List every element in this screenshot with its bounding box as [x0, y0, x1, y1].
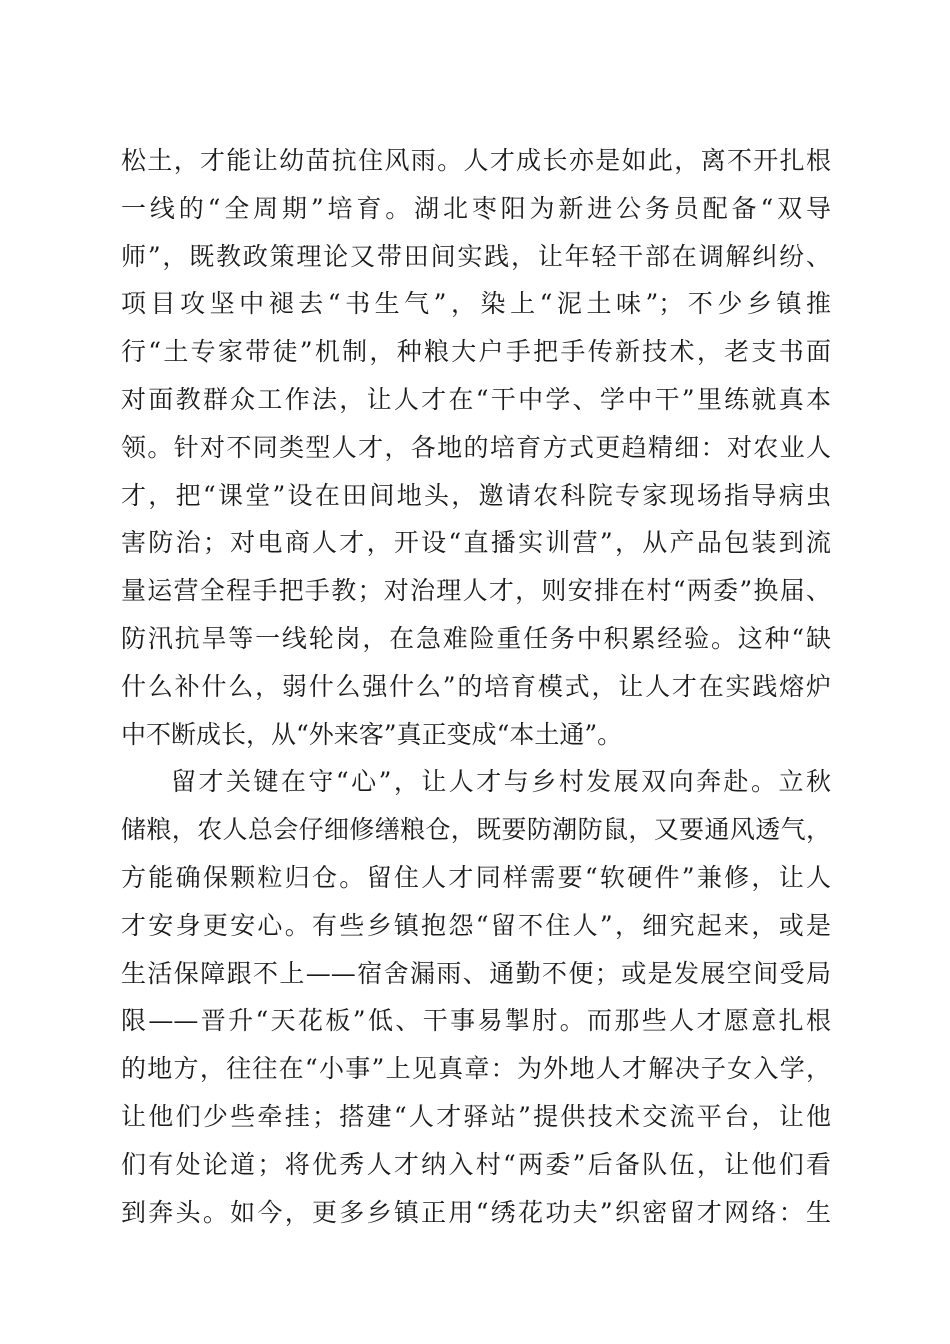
text-line: 才，把“课堂”设在田间地头，邀请农科院专家现场指导病虫	[121, 480, 831, 510]
text-line: 害防治；对电商人才，开设“直播实训营”，从产品包装到流	[121, 528, 831, 558]
paragraph-talent-retention	[121, 758, 831, 1236]
text-line: 生活保障跟不上——宿舍漏雨、通勤不便；或是发展空间受局	[121, 958, 831, 988]
text-line: 们有处论道；将优秀人才纳入村“两委”后备队伍，让他们看	[121, 1149, 831, 1179]
text-line: 领。针对不同类型人才，各地的培育方式更趋精细：对农业人	[121, 432, 831, 462]
text-line: 防汛抗旱等一线轮岗，在急难险重任务中积累经验。这种“缺	[121, 623, 831, 653]
text-line: 项目攻坚中褪去“书生气”，染上“泥土味”；不少乡镇推	[121, 289, 831, 319]
text-line: 对面教群众工作法，让人才在“干中学、学中干”里练就真本	[121, 384, 831, 414]
text-line: 一线的“全周期”培育。湖北枣阳为新进公务员配备“双导	[121, 193, 831, 223]
text-line: 师”，既教政策理论又带田间实践，让年轻干部在调解纠纷、	[121, 241, 831, 271]
text-line: 储粮，农人总会仔细修缮粮仓，既要防潮防鼠，又要通风透气，	[121, 815, 831, 845]
text-line: 松土，才能让幼苗抗住风雨。人才成长亦是如此，离不开扎根	[121, 146, 831, 175]
text-line: 量运营全程手把手教；对治理人才，则安排在村“两委”换届、	[121, 576, 831, 606]
text-line: 到奔头。如今，更多乡镇正用“绣花功夫”织密留才网络：生	[121, 1197, 831, 1227]
body-text	[121, 137, 831, 1236]
text-line: 什么补什么，弱什么强什么”的培育模式，让人才在实践熔炉	[121, 671, 831, 701]
text-line: 才安身更安心。有些乡镇抱怨“留不住人”，细究起来，或是	[121, 910, 831, 940]
paragraph-talent-cultivation	[121, 137, 831, 758]
text-line: 行“土专家带徒”机制，种粮大户手把手传新技术，老支书面	[121, 337, 831, 367]
text-line: 的地方，往往在“小事”上见真章：为外地人才解决子女入学，	[121, 1054, 831, 1084]
text-line: 让他们少些牵挂；搭建“人才驿站”提供技术交流平台，让他	[121, 1101, 831, 1131]
text-line: 中不断成长，从“外来客”真正变成“本土通”。	[121, 719, 623, 749]
text-line: 限——晋升“天花板”低、干事易掣肘。而那些人才愿意扎根	[121, 1006, 831, 1036]
text-line: 方能确保颗粒归仓。留住人才同样需要“软硬件”兼修，让人	[121, 862, 831, 892]
text-line: 留才关键在守“心”，让人才与乡村发展双向奔赴。立秋	[171, 767, 831, 797]
